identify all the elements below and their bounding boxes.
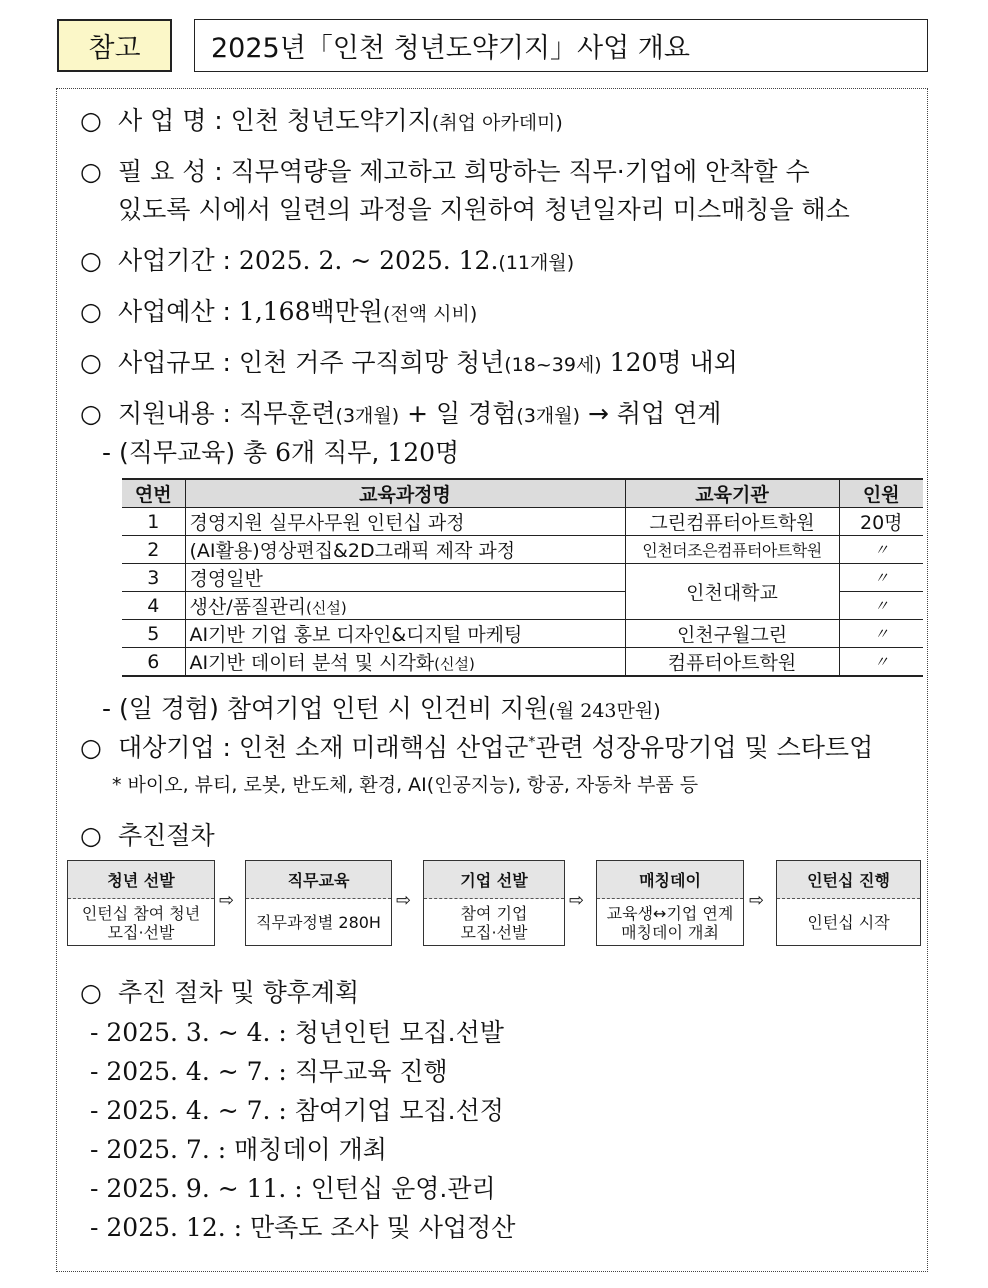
bullet-icon: ○ [80, 348, 102, 377]
flow-arrow-icon: ⇨ [569, 890, 585, 911]
bullet-icon: ○ [80, 246, 102, 275]
page-title: 2025년「인천 청년도약기지」사업 개요 [194, 19, 928, 72]
bullet-icon: ○ [80, 733, 102, 762]
item-target-companies: ○ 대상기업 : 인천 소재 미래핵심 산업군*관련 성장유망기업 및 스타트업 [80, 733, 874, 762]
target-footnote: * 바이오, 뷰티, 로봇, 반도체, 환경, AI(인공지능), 항공, 자동차 부품 등 [112, 774, 699, 796]
plan-item: - 2025. 3. ~ 4. : 청년인턴 모집.선발 [90, 1018, 504, 1047]
table-row: 5 AI기반 기업 홍보 디자인&디지털 마케팅 인천구월그린 〃 [122, 620, 923, 648]
item-procedure: ○ 추진절차 [80, 821, 215, 850]
item-period: ○ 사업기간 : 2025. 2. ~ 2025. 12.(11개월) [80, 246, 575, 275]
table-row: 2 (AI활용)영상편집&2D그래픽 제작 과정 인천더조은컴퓨터아트학원 〃 [122, 536, 923, 564]
flow-step-matching-day: 매칭데이 교육생↔기업 연계 매칭데이 개최 [596, 860, 744, 946]
table-row: 4 생산/품질관리(신설) 〃 [122, 592, 923, 620]
plan-item: - 2025. 7. : 매칭데이 개최 [90, 1135, 387, 1164]
course-table [122, 478, 923, 677]
flow-arrow-icon: ⇨ [219, 890, 235, 911]
flow-arrow-icon: ⇨ [396, 890, 412, 911]
col-header-institution: 교육기관 [625, 479, 839, 508]
flow-step-internship: 인턴십 진행 인턴십 시작 [776, 860, 921, 946]
reference-label: 참고 [57, 19, 172, 72]
flow-step-job-training: 직무교육 직무과정별 280H [245, 860, 392, 946]
bullet-icon: ○ [80, 399, 102, 428]
table-row: 6 AI기반 데이터 분석 및 시각화(신설) 컴퓨터아트학원 〃 [122, 648, 923, 677]
col-header-course: 교육과정명 [185, 479, 625, 508]
plan-item: - 2025. 4. ~ 7. : 직무교육 진행 [90, 1057, 448, 1086]
bullet-icon: ○ [80, 297, 102, 326]
work-experience-subitem: - (일 경험) 참여기업 인턴 시 인건비 지원(월 243만원) [102, 694, 661, 723]
item-scale: ○ 사업규모 : 인천 거주 구직희망 청년(18~39세) 120명 내외 [80, 348, 738, 377]
flow-step-youth-selection: 청년 선발 인턴십 참여 청년 모집·선발 [67, 860, 215, 946]
item-plan: ○ 추진 절차 및 향후계획 [80, 978, 360, 1007]
flow-arrow-icon: ⇨ [749, 890, 765, 911]
item-support-content: ○ 지원내용 : 직무훈련(3개월) + 일 경험(3개월) → 취업 연계 [80, 399, 722, 428]
flow-step-company-selection: 기업 선발 참여 기업 모집·선발 [423, 860, 565, 946]
bullet-icon: ○ [80, 106, 102, 135]
bullet-icon: ○ [80, 157, 102, 186]
table-row: 3 경영일반 인천대학교 〃 [122, 564, 923, 592]
table-row: 1 경영지원 실무사무원 인턴십 과정 그린컴퓨터아트학원 20명 [122, 508, 923, 536]
plan-item: - 2025. 9. ~ 11. : 인턴십 운영.관리 [90, 1174, 496, 1203]
bullet-icon: ○ [80, 821, 102, 850]
table-header-row [122, 479, 923, 508]
bullet-icon: ○ [80, 978, 102, 1007]
item-necessity-line2: 있도록 시에서 일련의 과정을 지원하여 청년일자리 미스매칭을 해소 [118, 195, 850, 224]
item-necessity: ○ 필 요 성 : 직무역량을 제고하고 희망하는 직무·기업에 안착할 수 [80, 157, 810, 186]
training-subitem: - (직무교육) 총 6개 직무, 120명 [102, 438, 460, 467]
col-header-count: 인원 [839, 479, 923, 508]
plan-item: - 2025. 4. ~ 7. : 참여기업 모집.선정 [90, 1096, 504, 1125]
col-header-no: 연번 [122, 479, 185, 508]
item-project-name: ○ 사 업 명 : 인천 청년도약기지(취업 아카데미) [80, 106, 563, 135]
item-budget: ○ 사업예산 : 1,168백만원(전액 시비) [80, 297, 478, 326]
plan-item: - 2025. 12. : 만족도 조사 및 사업정산 [90, 1213, 516, 1242]
